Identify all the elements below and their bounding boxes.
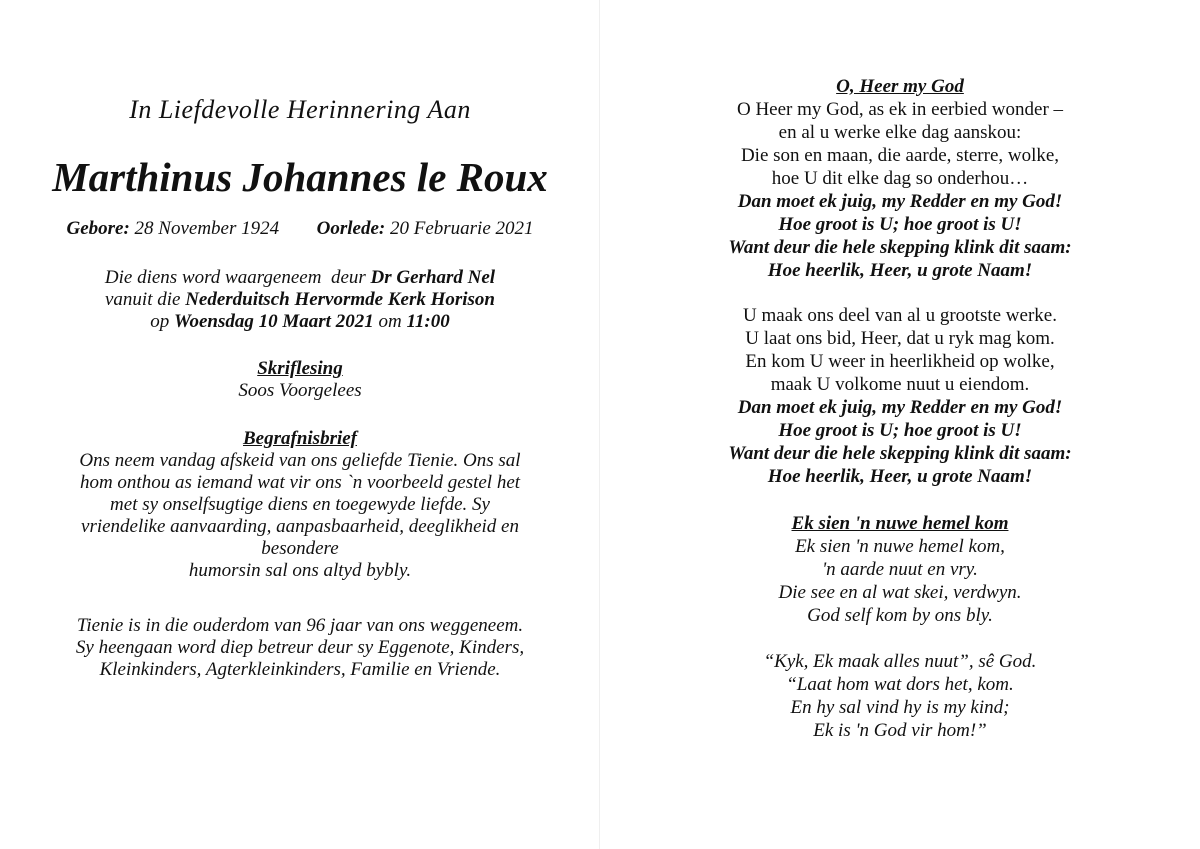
- chorus-line: Dan moet ek juig, my Redder en my God!: [737, 191, 1063, 212]
- verse-line: Die son en maan, die aarde, sterre, wolke,: [740, 145, 1060, 166]
- closing-line: Sy heengaan word diep betreur deur sy Eggenote, Kinders,: [75, 637, 525, 658]
- verse-line: maak U volkome nuut u eiendom.: [770, 374, 1030, 395]
- service-details: [38, 267, 562, 333]
- verse-line: Ek is 'n God vir hom!”: [813, 720, 987, 741]
- service-line-2: vanuit die Nederduitsch Hervormde Kerk Horison: [104, 289, 495, 310]
- dates-line: [38, 218, 562, 240]
- service-date: Woensdag 10 Maart 2021: [174, 311, 374, 332]
- hymn-1: [652, 76, 1148, 282]
- chorus-line: Hoe groot is U; hoe groot is U!: [778, 214, 1022, 235]
- verse-line: En kom U weer in heerlikheid op wolke,: [745, 351, 1055, 372]
- service-line-1: Die diens word waargeneem deur Dr Gerhard Nel: [104, 267, 496, 288]
- hymn-1-title: O, Heer my God: [836, 76, 964, 97]
- chorus-line: Hoe heerlik, Heer, u grote Naam!: [767, 466, 1033, 487]
- letter-line: besondere: [261, 538, 339, 559]
- service-line-3: op Woensdag 10 Maart 2021 om 11:00: [150, 311, 450, 332]
- service-time: 11:00: [406, 311, 450, 332]
- hymn-1-verse-1: [652, 98, 1148, 190]
- verse-line: Ek sien 'n nuwe hemel kom,: [795, 536, 1005, 557]
- hymn-2-title: Ek sien 'n nuwe hemel kom: [791, 513, 1009, 534]
- hymn-1-chorus-1: [652, 190, 1148, 282]
- church-name: Nederduitsch Hervormde Kerk Horison: [185, 289, 495, 310]
- verse-line: Die see en al wat skei, verdwyn.: [778, 582, 1022, 603]
- born-label: Gebore:: [66, 218, 130, 239]
- right-page: [600, 0, 1200, 849]
- hymn-2-verse-1: [652, 535, 1148, 627]
- letter-line: Ons neem vandag afskeid van ons geliefde Tienie. Ons sal: [79, 450, 521, 471]
- letter-line: vriendelike aanvaarding, aanpasbaarheid, deeglikheid en: [81, 516, 519, 537]
- hymn-2-verse-2: [652, 650, 1148, 742]
- hymn-2: [652, 513, 1148, 627]
- verse-line: O Heer my God, as ek in eerbied wonder –: [736, 99, 1064, 120]
- scripture-text: Soos Voorgelees: [238, 380, 362, 401]
- funeral-letter-heading: Begrafnisbrief: [243, 428, 357, 449]
- hymn-1-verse-2: [652, 304, 1148, 396]
- verse-line: hoe U dit elke dag so onderhou…: [771, 168, 1029, 189]
- letter-line: met sy onselfsugtige diens en toegewyde liefde. Sy: [110, 494, 490, 515]
- verse-line: 'n aarde nuut en vry.: [822, 559, 978, 580]
- chorus-line: Hoe heerlik, Heer, u grote Naam!: [767, 260, 1033, 281]
- deceased-name: Marthinus Johannes le Roux: [52, 154, 548, 200]
- born-date: 28 November 1924: [134, 218, 280, 239]
- died-date: 20 Februarie 2021: [389, 218, 534, 239]
- funeral-letter-body: [38, 450, 562, 582]
- verse-line: U maak ons deel van al u grootste werke.: [743, 305, 1057, 326]
- hymn-1-chorus-2: [652, 396, 1148, 488]
- died-label: Oorlede:: [316, 218, 386, 239]
- chorus-line: Want deur die hele skepping klink dit saam:: [728, 237, 1072, 258]
- funeral-letter-section: [38, 428, 562, 582]
- closing-line: Kleinkinders, Agterkleinkinders, Familie en Vriende.: [99, 659, 501, 680]
- chorus-line: Dan moet ek juig, my Redder en my God!: [737, 397, 1063, 418]
- scripture-heading: Skriflesing: [257, 358, 343, 379]
- verse-line: God self kom by ons bly.: [807, 605, 993, 626]
- closing-text: [38, 615, 562, 681]
- letter-line: humorsin sal ons altyd bybly.: [188, 560, 412, 581]
- in-memory-heading: In Liefdevolle Herinnering Aan: [129, 95, 471, 124]
- chorus-line: Want deur die hele skepping klink dit saam:: [728, 443, 1072, 464]
- letter-line: hom onthou as iemand wat vir ons `n voorbeeld gestel het: [79, 472, 521, 493]
- chorus-line: Hoe groot is U; hoe groot is U!: [778, 420, 1022, 441]
- minister-name: Dr Gerhard Nel: [370, 267, 496, 288]
- verse-line: “Laat hom wat dors het, kom.: [786, 674, 1014, 695]
- scripture-section: [38, 358, 562, 402]
- verse-line: U laat ons bid, Heer, dat u ryk mag kom.: [745, 328, 1055, 349]
- verse-line: en al u werke elke dag aanskou:: [778, 122, 1022, 143]
- verse-line: En hy sal vind hy is my kind;: [790, 697, 1010, 718]
- verse-line: “Kyk, Ek maak alles nuut”, sê God.: [763, 651, 1037, 672]
- hymn-1-verse-2-block: [652, 304, 1148, 488]
- closing-line: Tienie is in die ouderdom van 96 jaar van ons weggeneem.: [76, 615, 524, 636]
